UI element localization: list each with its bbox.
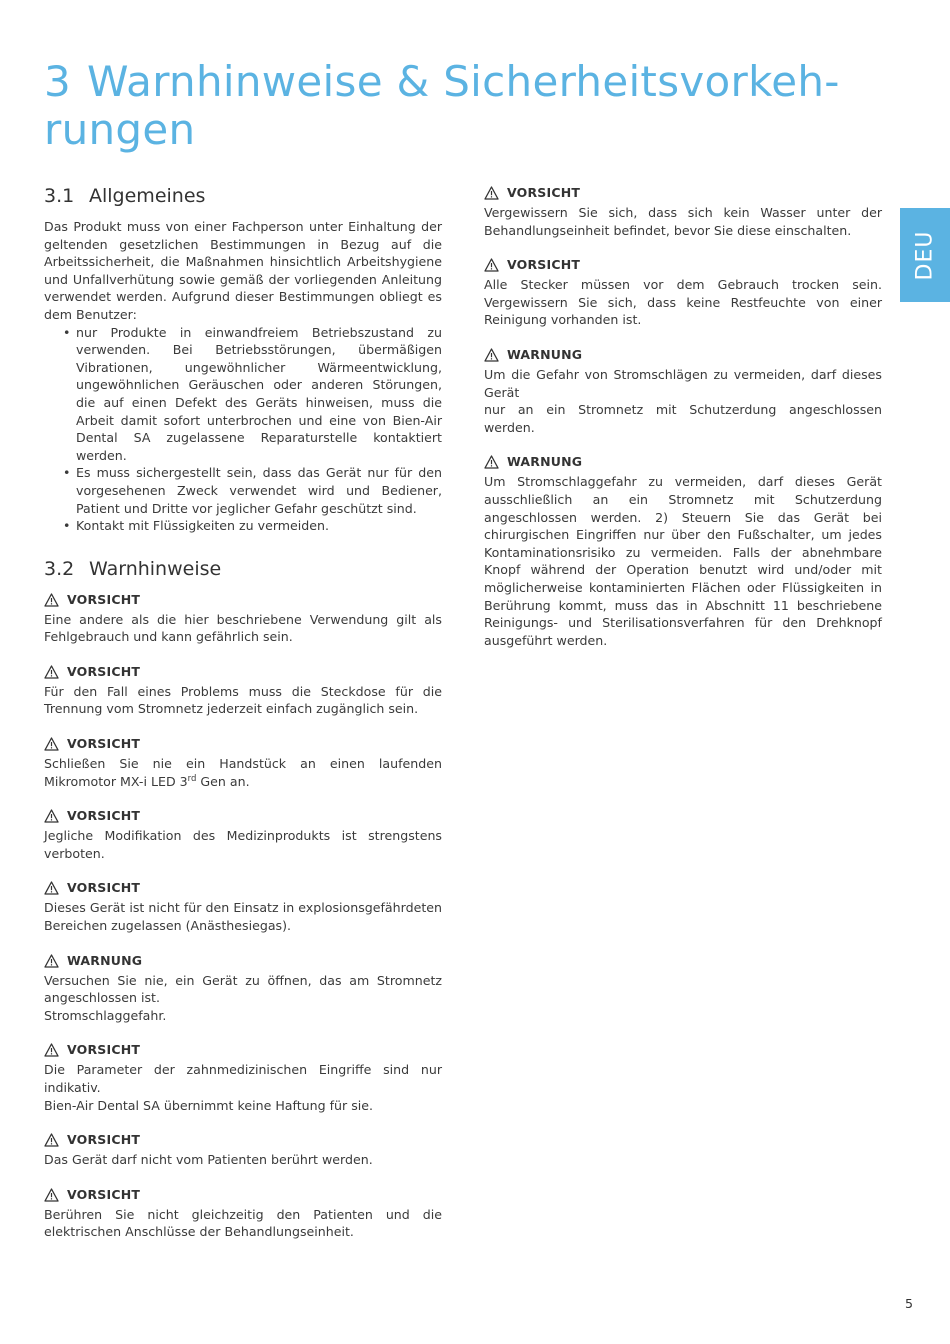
warning-text-part: Schließen Sie nie ein Handstück an einen laufenden Mikromotor MX-i LED 3: [44, 756, 442, 789]
section-heading-general: [44, 184, 442, 208]
warning-triangle-icon: [484, 348, 499, 362]
warning-label: WARNUNG: [67, 952, 143, 968]
right-column: [484, 184, 882, 666]
warning-text: [44, 1061, 442, 1114]
list-item: • nur Produkte in einwandfreiem Betriebszustand zu verwenden. Bei Betriebsstörungen, übermäßigen Vibrationen, ungewöhnlicher Wärmeentwicklung, ungewöhnlichen Geräuschen oder anderen Störungen, die auf einen Defekt des Geräts hinweisen, muss die Arbeit damit sofort unterbrochen und eine von Bien-Air Dental SA zugelassene Reparaturstelle kontaktiert werden.: [76, 324, 442, 465]
superscript: rd: [187, 773, 197, 784]
warning-text-line: Die Parameter der zahnmedizinischen Eingriffe sind nur indikativ.: [44, 1062, 442, 1095]
chapter-title-line2: rungen: [44, 105, 196, 154]
warning-triangle-icon: [44, 881, 59, 895]
left-column: [44, 184, 442, 1258]
warning-label: VORSICHT: [507, 185, 581, 200]
warning-header: [44, 591, 442, 609]
page-title: [44, 58, 874, 154]
warning-header: [44, 663, 442, 681]
warning-text: Jegliche Modifikation des Medizinprodukts ist strengstens verboten.: [44, 828, 442, 861]
list-item: • Es muss sichergestellt sein, dass das Gerät nur für den vorgesehenen Zweck verwendet wird und Bediener, Patient und Dritte vor jeglicher Gefahr geschützt sind.: [76, 464, 442, 517]
page-number: 5: [905, 1296, 914, 1311]
warning-triangle-icon: [484, 455, 499, 469]
warning-triangle-icon: [44, 1043, 59, 1057]
language-tab-label: DEU: [912, 230, 938, 280]
chapter-number: 3: [44, 57, 72, 106]
warning-label: WARNUNG: [507, 454, 583, 470]
warning-block: [44, 663, 442, 718]
warning-label: VORSICHT: [67, 663, 141, 679]
warning-label: VORSICHT: [67, 1042, 141, 1058]
warning-text-part: Gen an.: [196, 773, 250, 789]
warning-block: [44, 1131, 442, 1169]
warning-header: [44, 735, 442, 753]
warning-triangle-icon: [484, 258, 499, 272]
warning-triangle-icon: [44, 665, 59, 679]
warning-block: [484, 453, 882, 649]
warning-text: Vergewissern Sie sich, dass sich kein Wasser unter der Behandlungseinheit befindet, bevor Sie diese einschalten.: [484, 205, 882, 238]
warning-triangle-icon: [44, 954, 59, 968]
warning-header: [484, 184, 882, 202]
warning-label: VORSICHT: [67, 808, 141, 824]
warning-label: VORSICHT: [67, 1132, 141, 1148]
section-title: Allgemeines: [89, 185, 206, 207]
warning-text-line: Stromschlaggefahr.: [44, 1007, 167, 1023]
warning-header: [44, 1186, 442, 1204]
general-bullet-list: [44, 324, 442, 535]
warning-block: [44, 807, 442, 862]
warning-label: VORSICHT: [67, 880, 141, 896]
warning-block: [484, 346, 882, 436]
warning-block: [484, 256, 882, 329]
warning-header: [484, 346, 882, 364]
general-intro: Das Produkt muss von einer Fachperson unter Einhaltung der geltenden gesetzlichen Bestimmungen in Bezug auf die Arbeitssicherheit, die Maßnahmen hinsichtlich Arbeitshygiene und Unfallverhütung sowie gemäß der vorliegenden Anleitung verwendet werden. Aufgrund dieser Bestimmungen obliegt es dem Benutzer:: [44, 219, 442, 322]
warning-header: [44, 1131, 442, 1149]
warning-triangle-icon: [44, 737, 59, 751]
section-title: Warnhinweise: [89, 557, 222, 580]
warning-triangle-icon: [44, 593, 59, 607]
section-number: 3.2: [44, 557, 75, 580]
warning-header: [44, 952, 442, 970]
warning-label: VORSICHT: [67, 736, 141, 752]
section-heading-warnings: [44, 557, 442, 581]
warning-text: Um Stromschlaggefahr zu vermeiden, darf dieses Gerät ausschließlich an ein Stromnetz mit Schutzerdung angeschlossen werden. 2) Steuern Sie das Gerät bei chirurgischen Eingriffen nur über den Fußschalter, um jedes Kontaminationsrisiko zu vermeiden. Falls der abnehmbare Knopf während der Operation benutzt wird und/oder mit möglicherweise kontaminierten Flächen oder Flüssigkeiten in Berührung kommt, muss das in Abschnitt 11 beschriebene Reinigungs- und Sterilisationsverfahren für den Drehknopf ausgeführt werden.: [484, 474, 882, 648]
warning-text: Für den Fall eines Problems muss die Steckdose für die Trennung vom Stromnetz jederzeit einfach zugänglich sein.: [44, 683, 442, 717]
warning-text: [44, 755, 442, 790]
warning-block: [484, 184, 882, 239]
warning-triangle-icon: [44, 1188, 59, 1202]
warning-text: [484, 366, 882, 436]
warning-text: [44, 972, 442, 1025]
warning-text: Alle Stecker müssen vor dem Gebrauch trocken sein. Vergewissern Sie sich, dass keine Restfeuchte von einer Reinigung vorhanden ist.: [484, 277, 882, 328]
warning-triangle-icon: [44, 1133, 59, 1147]
list-item: • Kontakt mit Flüssigkeiten zu vermeiden.: [76, 517, 442, 535]
section-number: 3.1: [44, 185, 75, 207]
warning-header: [44, 879, 442, 897]
warning-header: [484, 453, 882, 471]
warning-text: Dieses Gerät ist nicht für den Einsatz in explosionsgefährdeten Bereichen zugelassen (Anästhesiegas).: [44, 900, 442, 934]
warning-label: VORSICHT: [67, 1186, 141, 1202]
warning-block: [44, 1041, 442, 1114]
warning-label: VORSICHT: [67, 591, 141, 607]
warning-block: [44, 879, 442, 934]
warning-text: Berühren Sie nicht gleichzeitig den Patienten und die elektrischen Anschlüsse der Behandlungseinheit.: [44, 1206, 442, 1240]
warning-header: [44, 807, 442, 825]
warning-text-line: nur an ein Stromnetz mit Schutzerdung angeschlossen werden.: [484, 402, 882, 435]
warning-text-line: Versuchen Sie nie, ein Gerät zu öffnen, das am Stromnetz angeschlossen ist.: [44, 972, 442, 1006]
warning-block: [44, 952, 442, 1025]
warning-header: [484, 256, 882, 274]
warning-header: [44, 1041, 442, 1059]
warning-text-line: Um die Gefahr von Stromschlägen zu vermeiden, darf dieses Gerät: [484, 366, 882, 400]
warning-block: [44, 591, 442, 646]
warning-text: Eine andere als die hier beschriebene Verwendung gilt als Fehlgebrauch und kann gefährlich sein.: [44, 611, 442, 645]
warning-text: Das Gerät darf nicht vom Patienten berührt werden.: [44, 1152, 373, 1168]
warning-label: WARNUNG: [507, 346, 583, 362]
warning-triangle-icon: [484, 186, 499, 200]
warning-label: VORSICHT: [507, 257, 581, 273]
warning-block: [44, 1186, 442, 1241]
chapter-title-line1: Warnhinweise & Sicherheitsvorkeh-: [87, 57, 840, 106]
warning-text-line: Bien-Air Dental SA übernimmt keine Haftung für sie.: [44, 1097, 374, 1113]
language-tab: [900, 208, 950, 302]
warning-block: [44, 735, 442, 790]
warning-triangle-icon: [44, 809, 59, 823]
